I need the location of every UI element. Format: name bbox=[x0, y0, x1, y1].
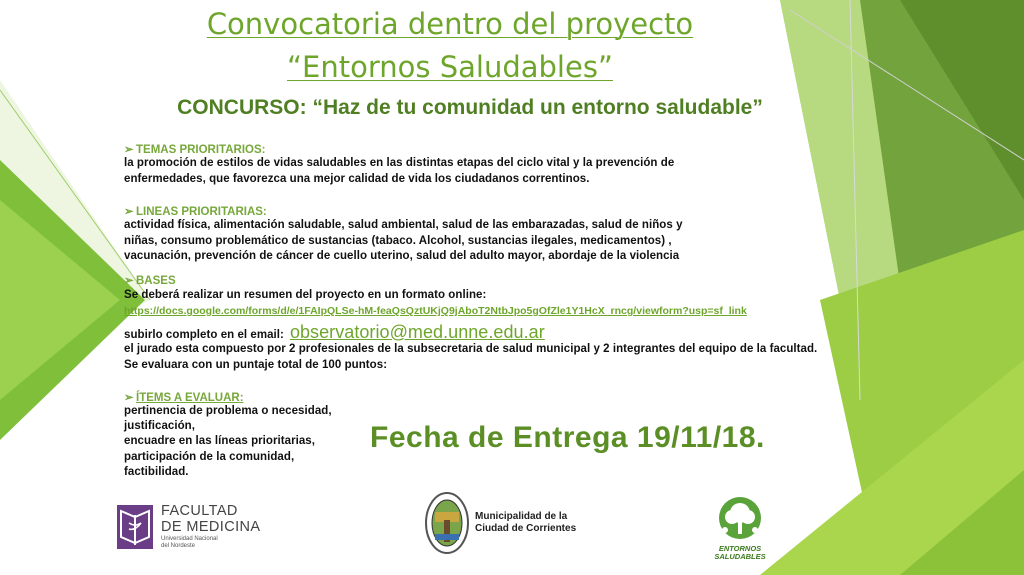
arrow-bullet-icon: ➢ bbox=[124, 206, 134, 218]
temas-heading: ➢ TEMAS PRIORITARIOS: bbox=[124, 144, 266, 156]
municipalidad-text: Municipalidad de la Ciudad de Corrientes bbox=[475, 511, 577, 534]
items-heading: ➢ ÍTEMS A EVALUAR: bbox=[124, 392, 244, 404]
title-line-2: “Entornos Saludables” bbox=[287, 50, 613, 84]
items-line-3: encuadre en las líneas prioritarias, bbox=[124, 435, 315, 447]
arrow-bullet-icon: ➢ bbox=[124, 392, 134, 404]
lineas-line-3: vacunación, prevención de cáncer de cuello uterino, salud del adulto mayor, abordaje de la violencia bbox=[124, 250, 680, 262]
tree-people-icon bbox=[705, 496, 775, 546]
items-line-2: justificación, bbox=[124, 420, 195, 432]
facultad-subtitle: Universidad Nacional del Nordeste bbox=[161, 536, 218, 549]
items-line-1: pertinencia de problema o necesidad, bbox=[124, 405, 332, 417]
bases-heading: ➢ BASES bbox=[124, 275, 176, 287]
subtitle: CONCURSO: “Haz de tu comunidad un entorno saludable” bbox=[177, 96, 763, 119]
email-prefix: subirlo completo en el email: bbox=[124, 329, 284, 341]
email-link[interactable]: observatorio@med.unne.edu.ar bbox=[289, 322, 545, 342]
lineas-heading: ➢ LINEAS PRIORITARIAS: bbox=[124, 206, 267, 218]
facultad-medicina-logo bbox=[115, 503, 275, 553]
bases-line-3: el jurado esta compuesto por 2 profesionales de la subsecretaria de salud municipal y 2 integrantes del equipo de la facultad. bbox=[124, 343, 818, 355]
temas-line-2: enfermedades, que favorezca una mejor calidad de vida los ciudadanos correntinos. bbox=[124, 173, 590, 185]
entornos-saludables-logo bbox=[705, 496, 775, 562]
title-line-1: Convocatoria dentro del proyecto bbox=[206, 7, 694, 41]
arrow-bullet-icon: ➢ bbox=[124, 144, 134, 156]
entornos-text: ENTORNOS SALUDABLES bbox=[714, 544, 766, 561]
bases-line-1: Se deberá realizar un resumen del proyecto en un formato online: bbox=[124, 289, 487, 301]
lineas-line-1: actividad física, alimentación saludable, salud ambiental, salud de las embarazadas, salud de niños y bbox=[124, 219, 683, 231]
facultad-emblem-icon bbox=[115, 503, 155, 551]
items-line-4: participación de la comunidad, bbox=[124, 451, 295, 463]
lineas-line-2: niñas, consumo problemático de sustancias (tabaco. Alcohol, sustancias ilegales, medicamentos) , bbox=[124, 235, 672, 247]
bases-line-4: Se evaluara con un puntaje total de 100 puntos: bbox=[124, 359, 388, 371]
email-line bbox=[124, 322, 545, 343]
municipalidad-shield-icon bbox=[423, 490, 471, 556]
municipalidad-logo bbox=[423, 490, 593, 560]
items-line-5: factibilidad. bbox=[124, 466, 189, 478]
arrow-bullet-icon: ➢ bbox=[124, 275, 134, 287]
google-form-link[interactable]: https://docs.google.com/forms/d/e/1FAIpQLSe-hM-feaQsQztUKjQ9jAboT2NtbJpo5gOfZle1Y1HcX_rncg/viewform?usp=sf_link bbox=[124, 305, 747, 317]
temas-line-1: la promoción de estilos de vidas saludables en las distintas etapas del ciclo vital y la prevención de bbox=[124, 157, 675, 169]
fecha-entrega: Fecha de Entrega 19/11/18. bbox=[370, 421, 765, 454]
facultad-title: FACULTAD DE MEDICINA bbox=[161, 503, 261, 535]
